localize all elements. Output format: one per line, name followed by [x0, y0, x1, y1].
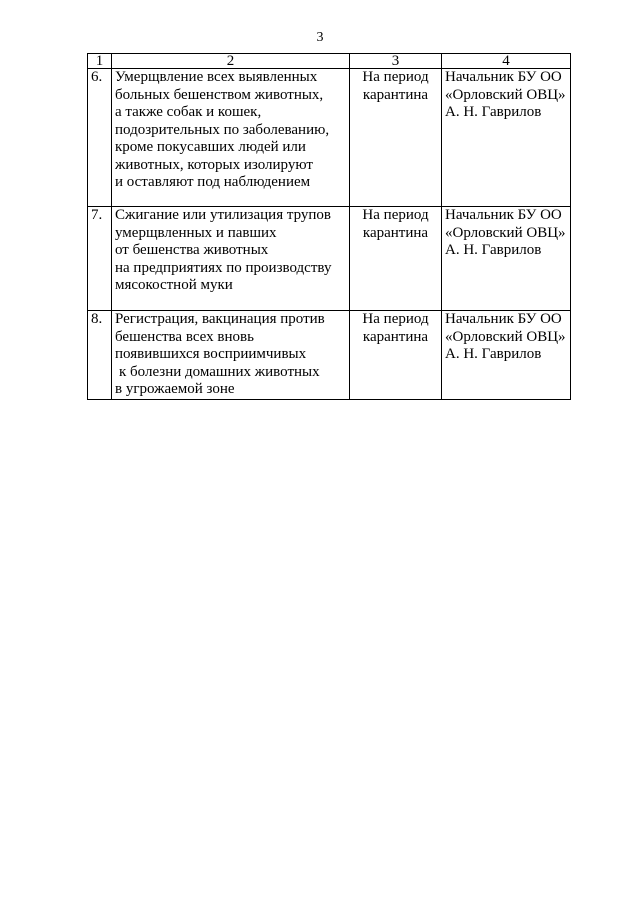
responsible-cell: [442, 207, 571, 311]
description-line: в угрожаемой зоне: [115, 381, 235, 397]
period-line: карантина: [362, 328, 429, 345]
period-cell: [350, 207, 442, 311]
responsible-cell: [442, 311, 571, 400]
description-line: подозрительных по заболеванию,: [115, 121, 330, 138]
period-cell: [350, 311, 442, 400]
measure-description: [112, 311, 350, 400]
description-line: появившихся восприимчивых: [115, 346, 307, 362]
responsible-line: Начальник БУ ОО: [445, 69, 562, 85]
responsible-line: Начальник БУ ОО: [445, 311, 562, 327]
column-header-2: 2: [112, 54, 350, 69]
description-line: и оставляют под наблюдением: [115, 174, 311, 190]
responsible-cell: [442, 69, 571, 207]
period-line: карантина: [362, 224, 429, 241]
description-line: Умерщвление всех выявленных: [115, 69, 318, 85]
period-cell: [350, 69, 442, 207]
responsible-line: «Орловский ОВЦ»: [445, 224, 566, 241]
description-line: кроме покусавших людей или: [115, 139, 306, 155]
page-number: 3: [316, 30, 324, 45]
column-header-4: 4: [442, 54, 571, 69]
column-header-1: 1: [88, 54, 112, 69]
row-number: 7.: [88, 207, 112, 311]
description-line: к болезни домашних животных: [119, 363, 320, 380]
description-line: на предприятиях по производству: [115, 259, 332, 276]
period-line: На период: [362, 207, 429, 223]
table-row: [88, 311, 571, 400]
measures-table: [87, 53, 571, 400]
measure-description: [112, 69, 350, 207]
description-line: от бешенства животных: [115, 242, 269, 258]
period-line: На период: [362, 311, 429, 327]
responsible-line: «Орловский ОВЦ»: [445, 328, 566, 345]
responsible-line: А. Н. Гаврилов: [445, 346, 542, 362]
table-row: [88, 69, 571, 207]
description-line: мясокостной муки: [115, 277, 233, 293]
period-line: На период: [362, 69, 429, 85]
table-header-row: [88, 54, 571, 69]
description-line: бешенства всех вновь: [115, 328, 254, 345]
column-header-3: 3: [350, 54, 442, 69]
responsible-line: А. Н. Гаврилов: [445, 104, 542, 120]
description-line: а также собак и кошек,: [115, 104, 262, 120]
responsible-line: А. Н. Гаврилов: [445, 242, 542, 258]
row-number: 8.: [88, 311, 112, 400]
description-line: умерщвленных и павших: [115, 224, 277, 241]
row-number: 6.: [88, 69, 112, 207]
measure-description: [112, 207, 350, 311]
responsible-line: Начальник БУ ОО: [445, 207, 562, 223]
description-line: Регистрация, вакцинация против: [115, 311, 325, 327]
description-line: Сжигание или утилизация трупов: [115, 207, 331, 223]
description-line: больных бешенством животных,: [115, 86, 324, 103]
description-line: животных, которых изолируют: [115, 156, 313, 173]
table-row: [88, 207, 571, 311]
period-line: карантина: [362, 86, 429, 103]
responsible-line: «Орловский ОВЦ»: [445, 86, 566, 103]
